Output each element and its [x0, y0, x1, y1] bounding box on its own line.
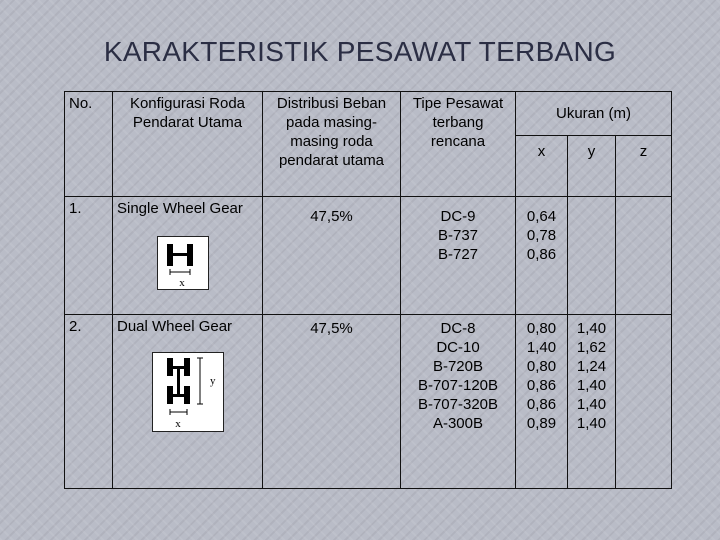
header-row — [65, 92, 672, 136]
x-value: 0,64 — [526, 208, 557, 225]
aircraft-item: B-707-120B — [417, 377, 499, 394]
y-value: 1,24 — [576, 358, 607, 375]
wheel-icon — [187, 244, 193, 266]
row-x — [516, 197, 568, 315]
row-y — [568, 197, 616, 315]
row-distribution: 47,5% — [263, 197, 401, 315]
y-value: 1,40 — [576, 396, 607, 413]
row-distribution: 47,5% — [263, 315, 401, 489]
x-value: 0,86 — [526, 396, 557, 413]
row-z — [616, 315, 672, 489]
header-x: x — [516, 136, 568, 197]
header-size: Ukuran (m) — [516, 92, 672, 136]
header-config: Konfigurasi Roda Pendarat Utama — [113, 92, 263, 197]
diagram-label-x: x — [179, 277, 185, 289]
x-value: 0,86 — [526, 246, 557, 263]
wheel-icon — [167, 386, 173, 404]
aircraft-item: A-300B — [432, 415, 484, 432]
dual-wheel-gear-diagram — [152, 352, 258, 432]
table-row — [65, 197, 672, 315]
x-value: 0,86 — [526, 377, 557, 394]
y-value: 1,40 — [576, 415, 607, 432]
wheel-icon — [167, 358, 173, 376]
x-value: 1,40 — [526, 339, 557, 356]
y-value: 1,62 — [576, 339, 607, 356]
row-config-cell — [113, 197, 263, 315]
row-x — [516, 315, 568, 489]
diagram-label-x: x — [175, 418, 181, 430]
x-value: 0,80 — [526, 320, 557, 337]
single-wheel-gear-diagram — [157, 236, 258, 290]
y-value: 1,40 — [576, 320, 607, 337]
row-config: Single Wheel Gear — [117, 200, 243, 217]
aircraft-item: B-720B — [432, 358, 484, 375]
row-no: 1. — [65, 197, 113, 315]
aircraft-item: DC-10 — [436, 339, 480, 356]
x-value: 0,80 — [526, 358, 557, 375]
x-value: 0,89 — [526, 415, 557, 432]
row-aircraft — [401, 197, 516, 315]
aircraft-item: B-707-320B — [417, 396, 499, 413]
header-y: y — [568, 136, 616, 197]
wheel-icon — [184, 386, 190, 404]
aircraft-item: DC-8 — [440, 320, 476, 337]
wheel-icon — [184, 358, 190, 376]
x-value: 0,78 — [526, 227, 557, 244]
header-z: z — [616, 136, 672, 197]
row-y — [568, 315, 616, 489]
row-config: Dual Wheel Gear — [117, 318, 233, 335]
aircraft-item: B-737 — [437, 227, 479, 244]
diagram-label-y: y — [210, 375, 216, 387]
row-config-cell — [113, 315, 263, 489]
row-no: 2. — [65, 315, 113, 489]
header-no: No. — [65, 92, 113, 197]
row-aircraft — [401, 315, 516, 489]
aircraft-item: DC-9 — [440, 208, 476, 225]
header-aircraft: Tipe Pesawat terbang rencana — [401, 92, 516, 197]
table-row — [65, 315, 672, 489]
characteristics-table — [64, 91, 672, 489]
aircraft-item: B-727 — [437, 246, 479, 263]
header-distribution: Distribusi Beban pada masing-masing roda pendarat utama — [263, 92, 401, 197]
y-value: 1,40 — [576, 377, 607, 394]
row-z — [616, 197, 672, 315]
page-title: KARAKTERISTIK PESAWAT TERBANG — [103, 36, 617, 67]
wheel-icon — [167, 244, 173, 266]
